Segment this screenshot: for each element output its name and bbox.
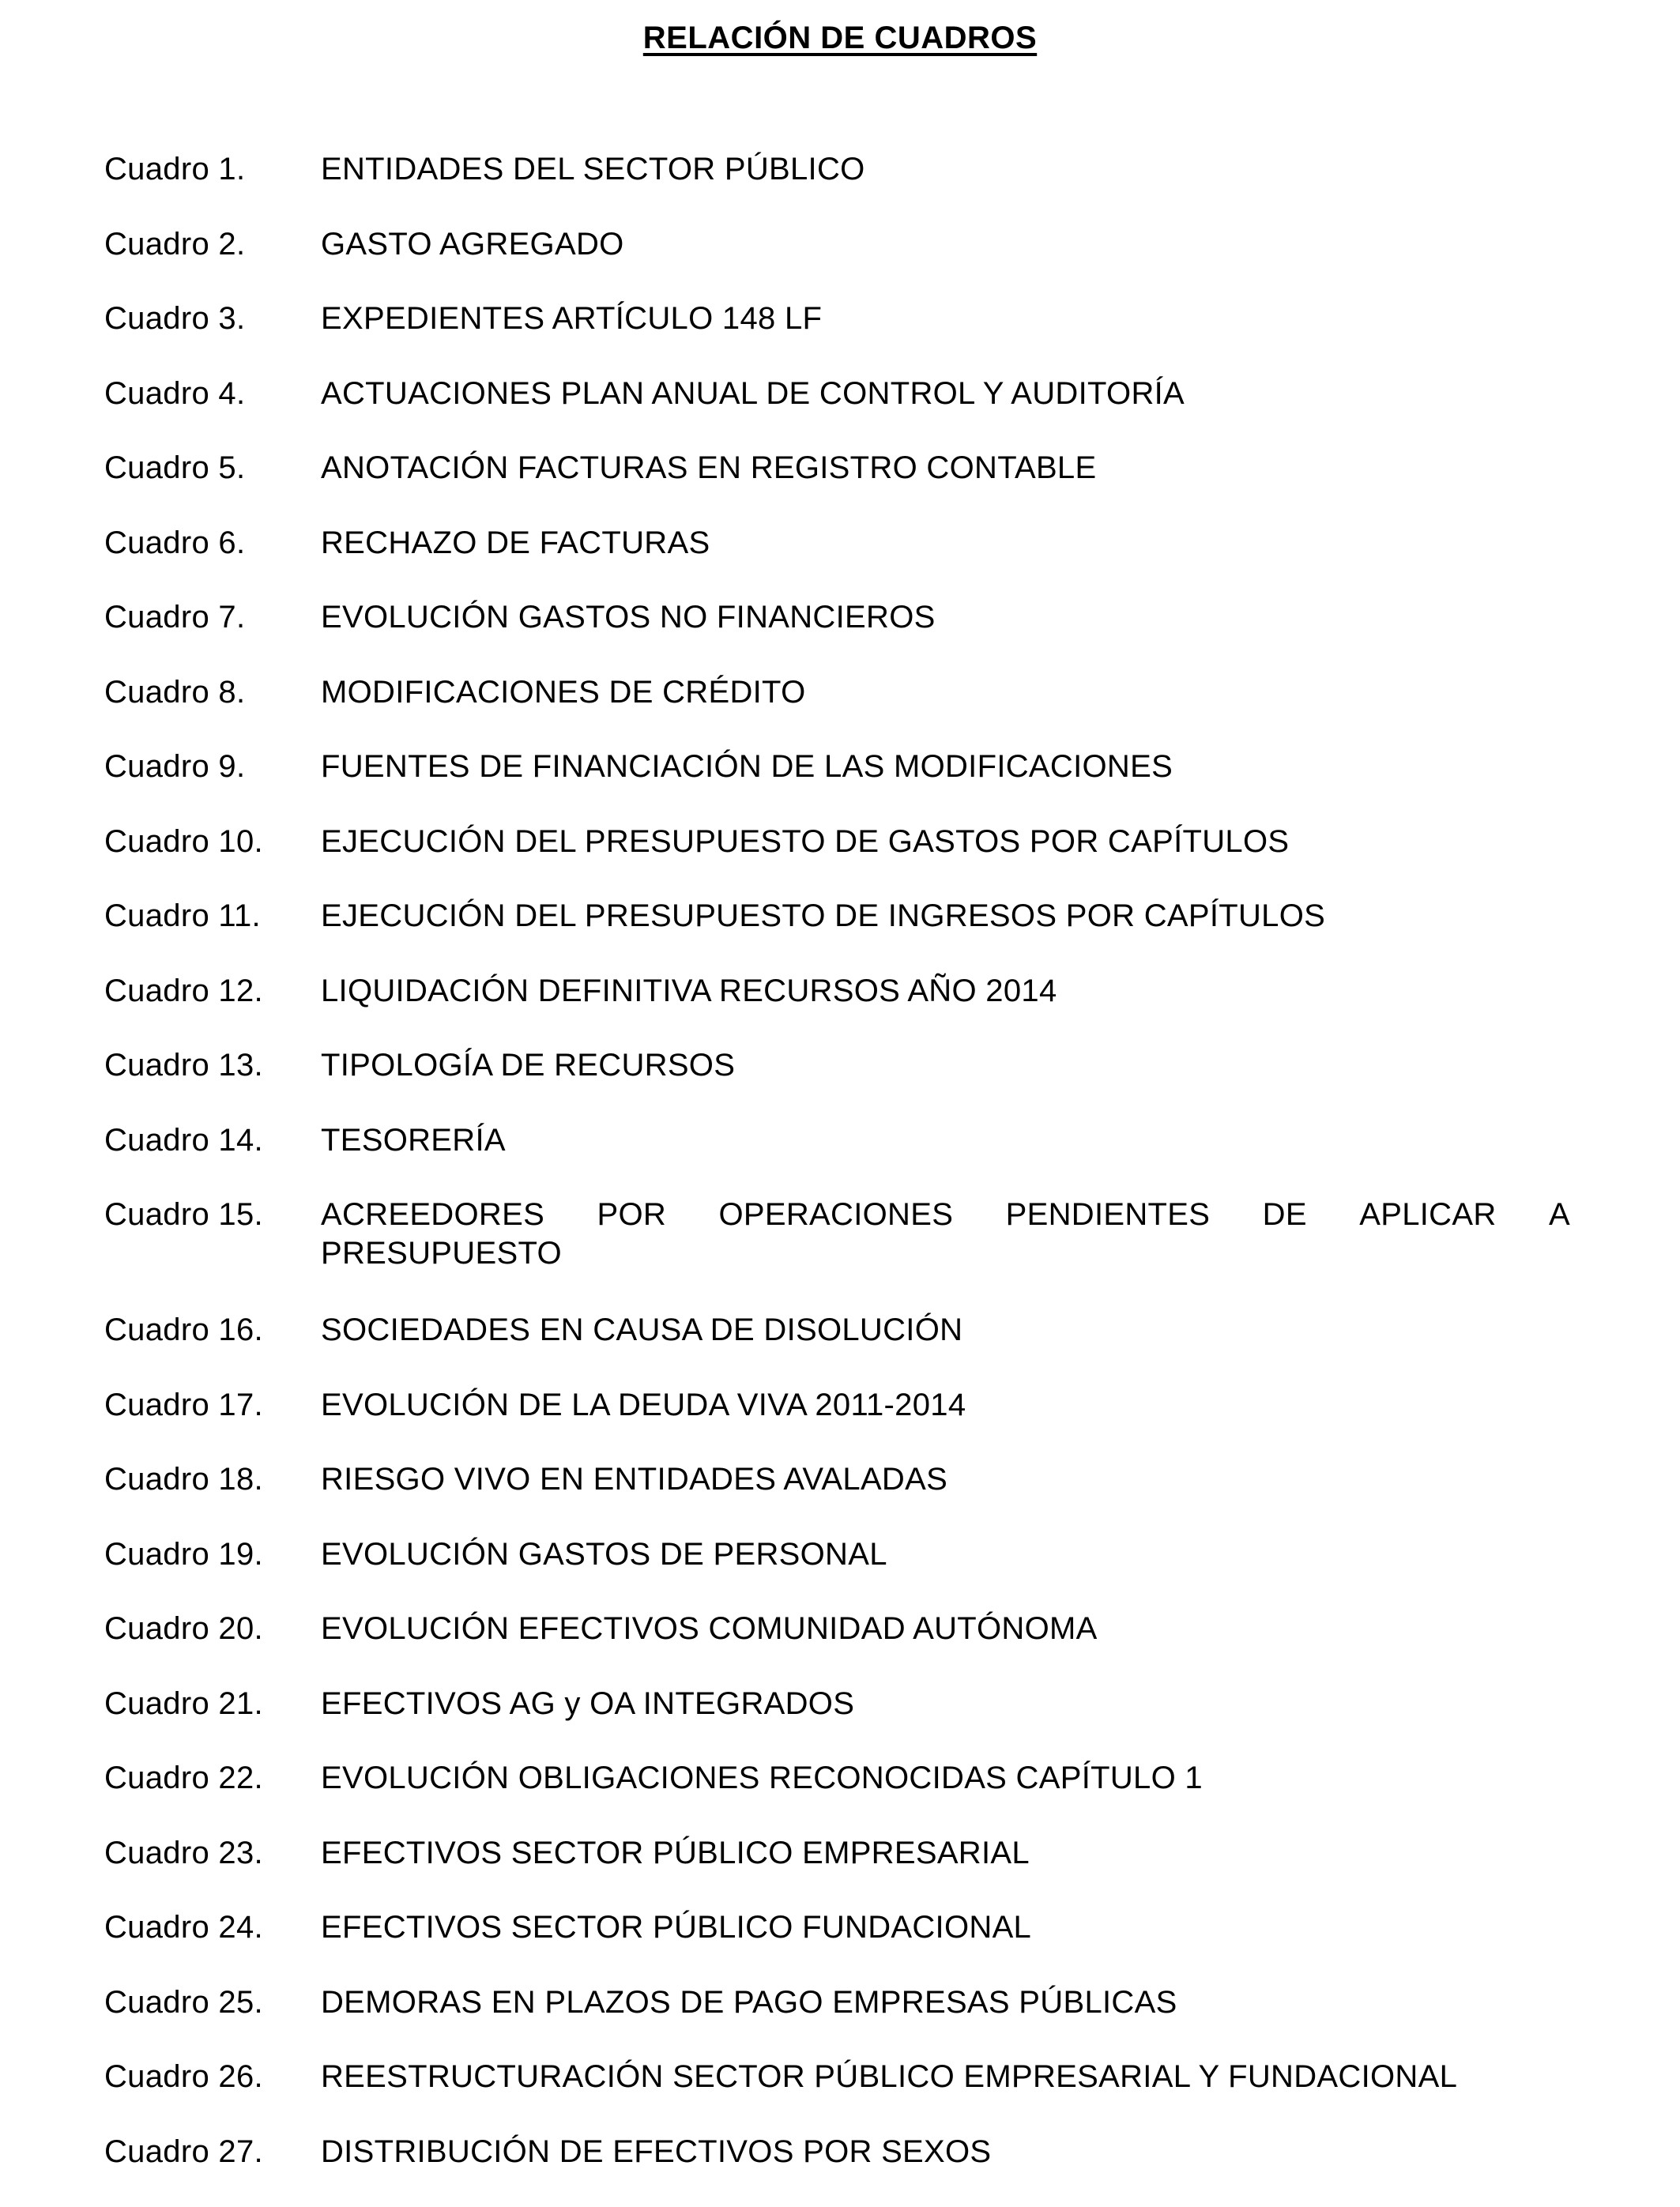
item-label: FUENTES DE FINANCIACIÓN DE LAS MODIFICACIONES <box>321 749 1173 784</box>
list-item <box>104 1908 1570 1947</box>
item-number: Cuadro 3. <box>104 301 246 336</box>
item-label: EVOLUCIÓN GASTOS DE PERSONAL <box>321 1536 887 1572</box>
list-item <box>104 2133 1570 2171</box>
item-label: EVOLUCIÓN GASTOS NO FINANCIEROS <box>321 600 936 635</box>
list-item <box>104 598 1570 637</box>
item-label: MODIFICACIONES DE CRÉDITO <box>321 674 806 710</box>
item-label: EXPEDIENTES ARTÍCULO 148 LF <box>321 301 823 336</box>
item-label: EJECUCIÓN DEL PRESUPUESTO DE GASTOS POR CAPÍTULOS <box>321 823 1290 859</box>
item-number: Cuadro 9. <box>104 749 246 784</box>
item-number: Cuadro 1. <box>104 152 246 186</box>
list-item <box>104 1121 1570 1160</box>
list-item <box>104 1834 1570 1873</box>
item-label: GASTO AGREGADO <box>321 226 624 262</box>
item-number: Cuadro 25. <box>104 1984 263 2020</box>
item-label: ACTUACIONES PLAN ANUAL DE CONTROL Y AUDITORÍA <box>321 375 1185 411</box>
item-label: EVOLUCIÓN OBLIGACIONES RECONOCIDAS CAPÍTULO 1 <box>321 1761 1203 1795</box>
list-item <box>104 1046 1570 1085</box>
list-item <box>104 150 1570 189</box>
item-label-line-1 <box>321 1196 1570 1234</box>
item-label-word: A <box>1548 1197 1570 1232</box>
page-title: RELACIÓN DE CUADROS <box>642 21 1038 55</box>
item-number: Cuadro 15. <box>104 1197 263 1232</box>
item-number: Cuadro 7. <box>104 600 246 635</box>
list-item <box>104 823 1570 861</box>
item-label-word: APLICAR <box>1359 1197 1497 1232</box>
item-label: EVOLUCIÓN EFECTIVOS COMUNIDAD AUTÓNOMA <box>321 1611 1098 1646</box>
list-item <box>104 225 1570 264</box>
list-item <box>104 1311 1570 1350</box>
item-label: RIESGO VIVO EN ENTIDADES AVALADAS <box>321 1462 948 1497</box>
item-label <box>321 1196 1570 1273</box>
item-label: ENTIDADES DEL SECTOR PÚBLICO <box>321 152 865 186</box>
item-number: Cuadro 20. <box>104 1611 263 1646</box>
item-number: Cuadro 14. <box>104 1122 263 1158</box>
list-item <box>104 1535 1570 1574</box>
item-label: DISTRIBUCIÓN DE EFECTIVOS POR SEXOS <box>321 2134 992 2169</box>
item-number: Cuadro 11. <box>104 898 261 933</box>
item-label: EJECUCIÓN DEL PRESUPUESTO DE INGRESOS POR CAPÍTULOS <box>321 898 1326 933</box>
item-number: Cuadro 18. <box>104 1462 263 1497</box>
item-number: Cuadro 19. <box>104 1536 263 1572</box>
item-number: Cuadro 24. <box>104 1910 263 1945</box>
item-label: TESORERÍA <box>321 1122 506 1158</box>
list-item <box>104 375 1570 413</box>
item-number: Cuadro 13. <box>104 1048 263 1083</box>
item-number: Cuadro 6. <box>104 525 246 560</box>
item-number: Cuadro 10. <box>104 823 263 859</box>
item-number: Cuadro 8. <box>104 674 246 710</box>
item-label: LIQUIDACIÓN DEFINITIVA RECURSOS AÑO 2014 <box>321 973 1057 1008</box>
list-item <box>104 1759 1570 1798</box>
item-number: Cuadro 12. <box>104 973 263 1008</box>
table-of-figures-list <box>104 150 1570 2207</box>
item-label-word: PENDIENTES <box>1005 1197 1211 1232</box>
list-item <box>104 1685 1570 1723</box>
item-label: RECHAZO DE FACTURAS <box>321 525 710 560</box>
item-number: Cuadro 16. <box>104 1313 263 1347</box>
item-number: Cuadro 27. <box>104 2134 263 2169</box>
item-number: Cuadro 22. <box>104 1761 263 1795</box>
item-number: Cuadro 21. <box>104 1685 263 1721</box>
item-label: ANOTACIÓN FACTURAS EN REGISTRO CONTABLE <box>321 450 1097 485</box>
list-item <box>104 748 1570 786</box>
item-label: EFECTIVOS SECTOR PÚBLICO EMPRESARIAL <box>321 1835 1030 1870</box>
list-item <box>104 1610 1570 1648</box>
item-label-line-2: PRESUPUESTO <box>321 1236 562 1271</box>
list-item <box>104 1386 1570 1425</box>
item-label: EFECTIVOS AG y OA INTEGRADOS <box>321 1685 855 1721</box>
item-number: Cuadro 26. <box>104 2059 263 2094</box>
list-item <box>104 524 1570 563</box>
item-label: TIPOLOGÍA DE RECURSOS <box>321 1048 736 1083</box>
list-item <box>104 449 1570 488</box>
list-item <box>104 1983 1570 2022</box>
item-label-word: ACREEDORES <box>321 1197 545 1232</box>
list-item <box>104 673 1570 712</box>
item-label-word: DE <box>1262 1197 1307 1232</box>
item-label-word: POR <box>597 1197 667 1232</box>
item-label-word: OPERACIONES <box>718 1197 954 1232</box>
item-label: SOCIEDADES EN CAUSA DE DISOLUCIÓN <box>321 1313 963 1347</box>
list-item <box>104 1460 1570 1499</box>
list-item <box>104 299 1570 338</box>
item-label: REESTRUCTURACIÓN SECTOR PÚBLICO EMPRESARIAL Y FUNDACIONAL <box>321 2059 1458 2094</box>
item-label: EFECTIVOS SECTOR PÚBLICO FUNDACIONAL <box>321 1910 1032 1945</box>
item-number: Cuadro 23. <box>104 1835 263 1870</box>
item-label: EVOLUCIÓN DE LA DEUDA VIVA 2011-2014 <box>321 1387 966 1422</box>
list-item <box>104 897 1570 936</box>
item-number: Cuadro 17. <box>104 1387 263 1422</box>
item-number: Cuadro 4. <box>104 375 246 411</box>
list-item <box>104 1196 1570 1273</box>
item-number: Cuadro 5. <box>104 450 246 485</box>
item-number: Cuadro 2. <box>104 226 246 262</box>
item-label: DEMORAS EN PLAZOS DE PAGO EMPRESAS PÚBLICAS <box>321 1984 1177 2020</box>
list-item <box>104 972 1570 1011</box>
list-item <box>104 2058 1570 2096</box>
